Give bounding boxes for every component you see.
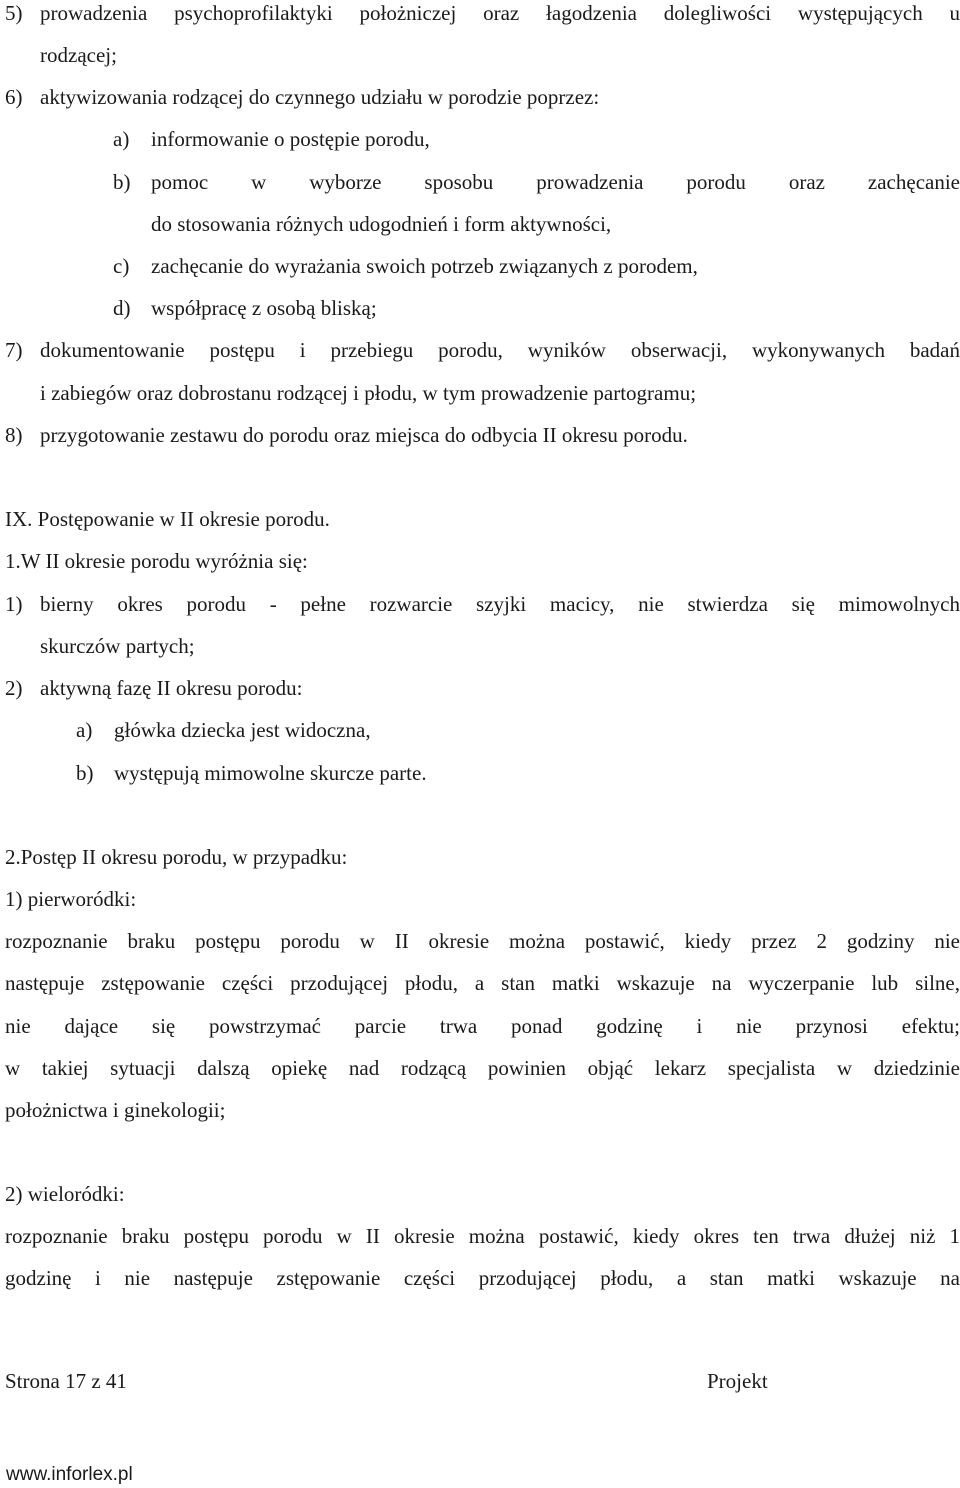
list-number: 8): [5, 423, 23, 447]
body-text: w takiej sytuacji dalszą opiekę nad rodzącą powinien objąć lekarz specjalista w dziedzinie: [5, 1056, 960, 1080]
body-text: rozpoznanie braku postępu porodu w II okresie można postawić, kiedy przez 2 godziny nie: [5, 929, 960, 953]
sub-text: występują mimowolne skurcze parte.: [114, 761, 427, 785]
paragraph-title: 1.W II okresie porodu wyróżnia się:: [5, 549, 308, 573]
subheading: 2) wieloródki:: [5, 1182, 125, 1206]
sub-number: b): [113, 170, 131, 194]
sub-text: informowanie o postępie porodu,: [151, 127, 430, 151]
list-text: i zabiegów oraz dobrostanu rodzącej i płodu, w tym prowadzenie partogramu;: [40, 381, 697, 405]
list-text: przygotowanie zestawu do porodu oraz miejsca do odbycia II okresu porodu.: [40, 423, 688, 447]
list-number: 5): [5, 1, 23, 25]
body-text: nie dające się powstrzymać parcie trwa ponad godzinę i nie przynosi efektu;: [5, 1014, 960, 1038]
subheading: 1) pierworódki:: [5, 887, 137, 911]
sub-number: c): [113, 254, 130, 278]
sub-number: a): [76, 718, 93, 742]
sub-number: d): [113, 296, 131, 320]
sub-text: do stosowania różnych udogodnień i form aktywności,: [151, 212, 612, 236]
list-text: aktywizowania rodzącej do czynnego udziału w porodzie poprzez:: [40, 85, 600, 109]
list-number: 6): [5, 85, 23, 109]
list-number: 2): [5, 676, 23, 700]
body-text: rozpoznanie braku postępu porodu w II okresie można postawić, kiedy okres ten trwa dłużej niż 1: [5, 1224, 960, 1248]
list-text: aktywną fazę II okresu porodu:: [40, 676, 303, 700]
list-number: 1): [5, 592, 23, 616]
sub-text: główka dziecka jest widoczna,: [114, 718, 371, 742]
list-number: 7): [5, 338, 23, 362]
section-title: IX. Postępowanie w II okresie porodu.: [5, 507, 330, 531]
page-number: Strona 17 z 41: [5, 1369, 127, 1393]
body-text: położnictwa i ginekologii;: [5, 1098, 226, 1122]
body-text: godzinę i nie następuje zstępowanie części przodującej płodu, a stan matki wskazuje na: [5, 1266, 960, 1290]
sub-text: pomoc w wyborze sposobu prowadzenia porodu oraz zachęcanie: [151, 170, 960, 194]
list-text: prowadzenia psychoprofilaktyki położniczej oraz łagodzenia dolegliwości występujących u: [40, 1, 960, 25]
body-text: następuje zstępowanie części przodującej płodu, a stan matki wskazuje na wyczerpanie lub silne,: [5, 971, 960, 995]
sub-number: b): [76, 761, 94, 785]
sub-text: współpracę z osobą bliską;: [151, 296, 377, 320]
paragraph-title: 2.Postęp II okresu porodu, w przypadku:: [5, 845, 348, 869]
list-text: skurczów partych;: [40, 634, 195, 658]
sub-number: a): [113, 127, 130, 151]
list-text: rodzącej;: [40, 43, 117, 67]
list-text: dokumentowanie postępu i przebiegu porodu, wyników obserwacji, wykonywanych badań: [40, 338, 960, 362]
list-text: bierny okres porodu - pełne rozwarcie szyjki macicy, nie stwierdza się mimowolnych: [40, 592, 960, 616]
source-site: www.inforlex.pl: [6, 1464, 133, 1485]
sub-text: zachęcanie do wyrażania swoich potrzeb związanych z porodem,: [151, 254, 698, 278]
draft-label: Projekt: [707, 1369, 768, 1393]
